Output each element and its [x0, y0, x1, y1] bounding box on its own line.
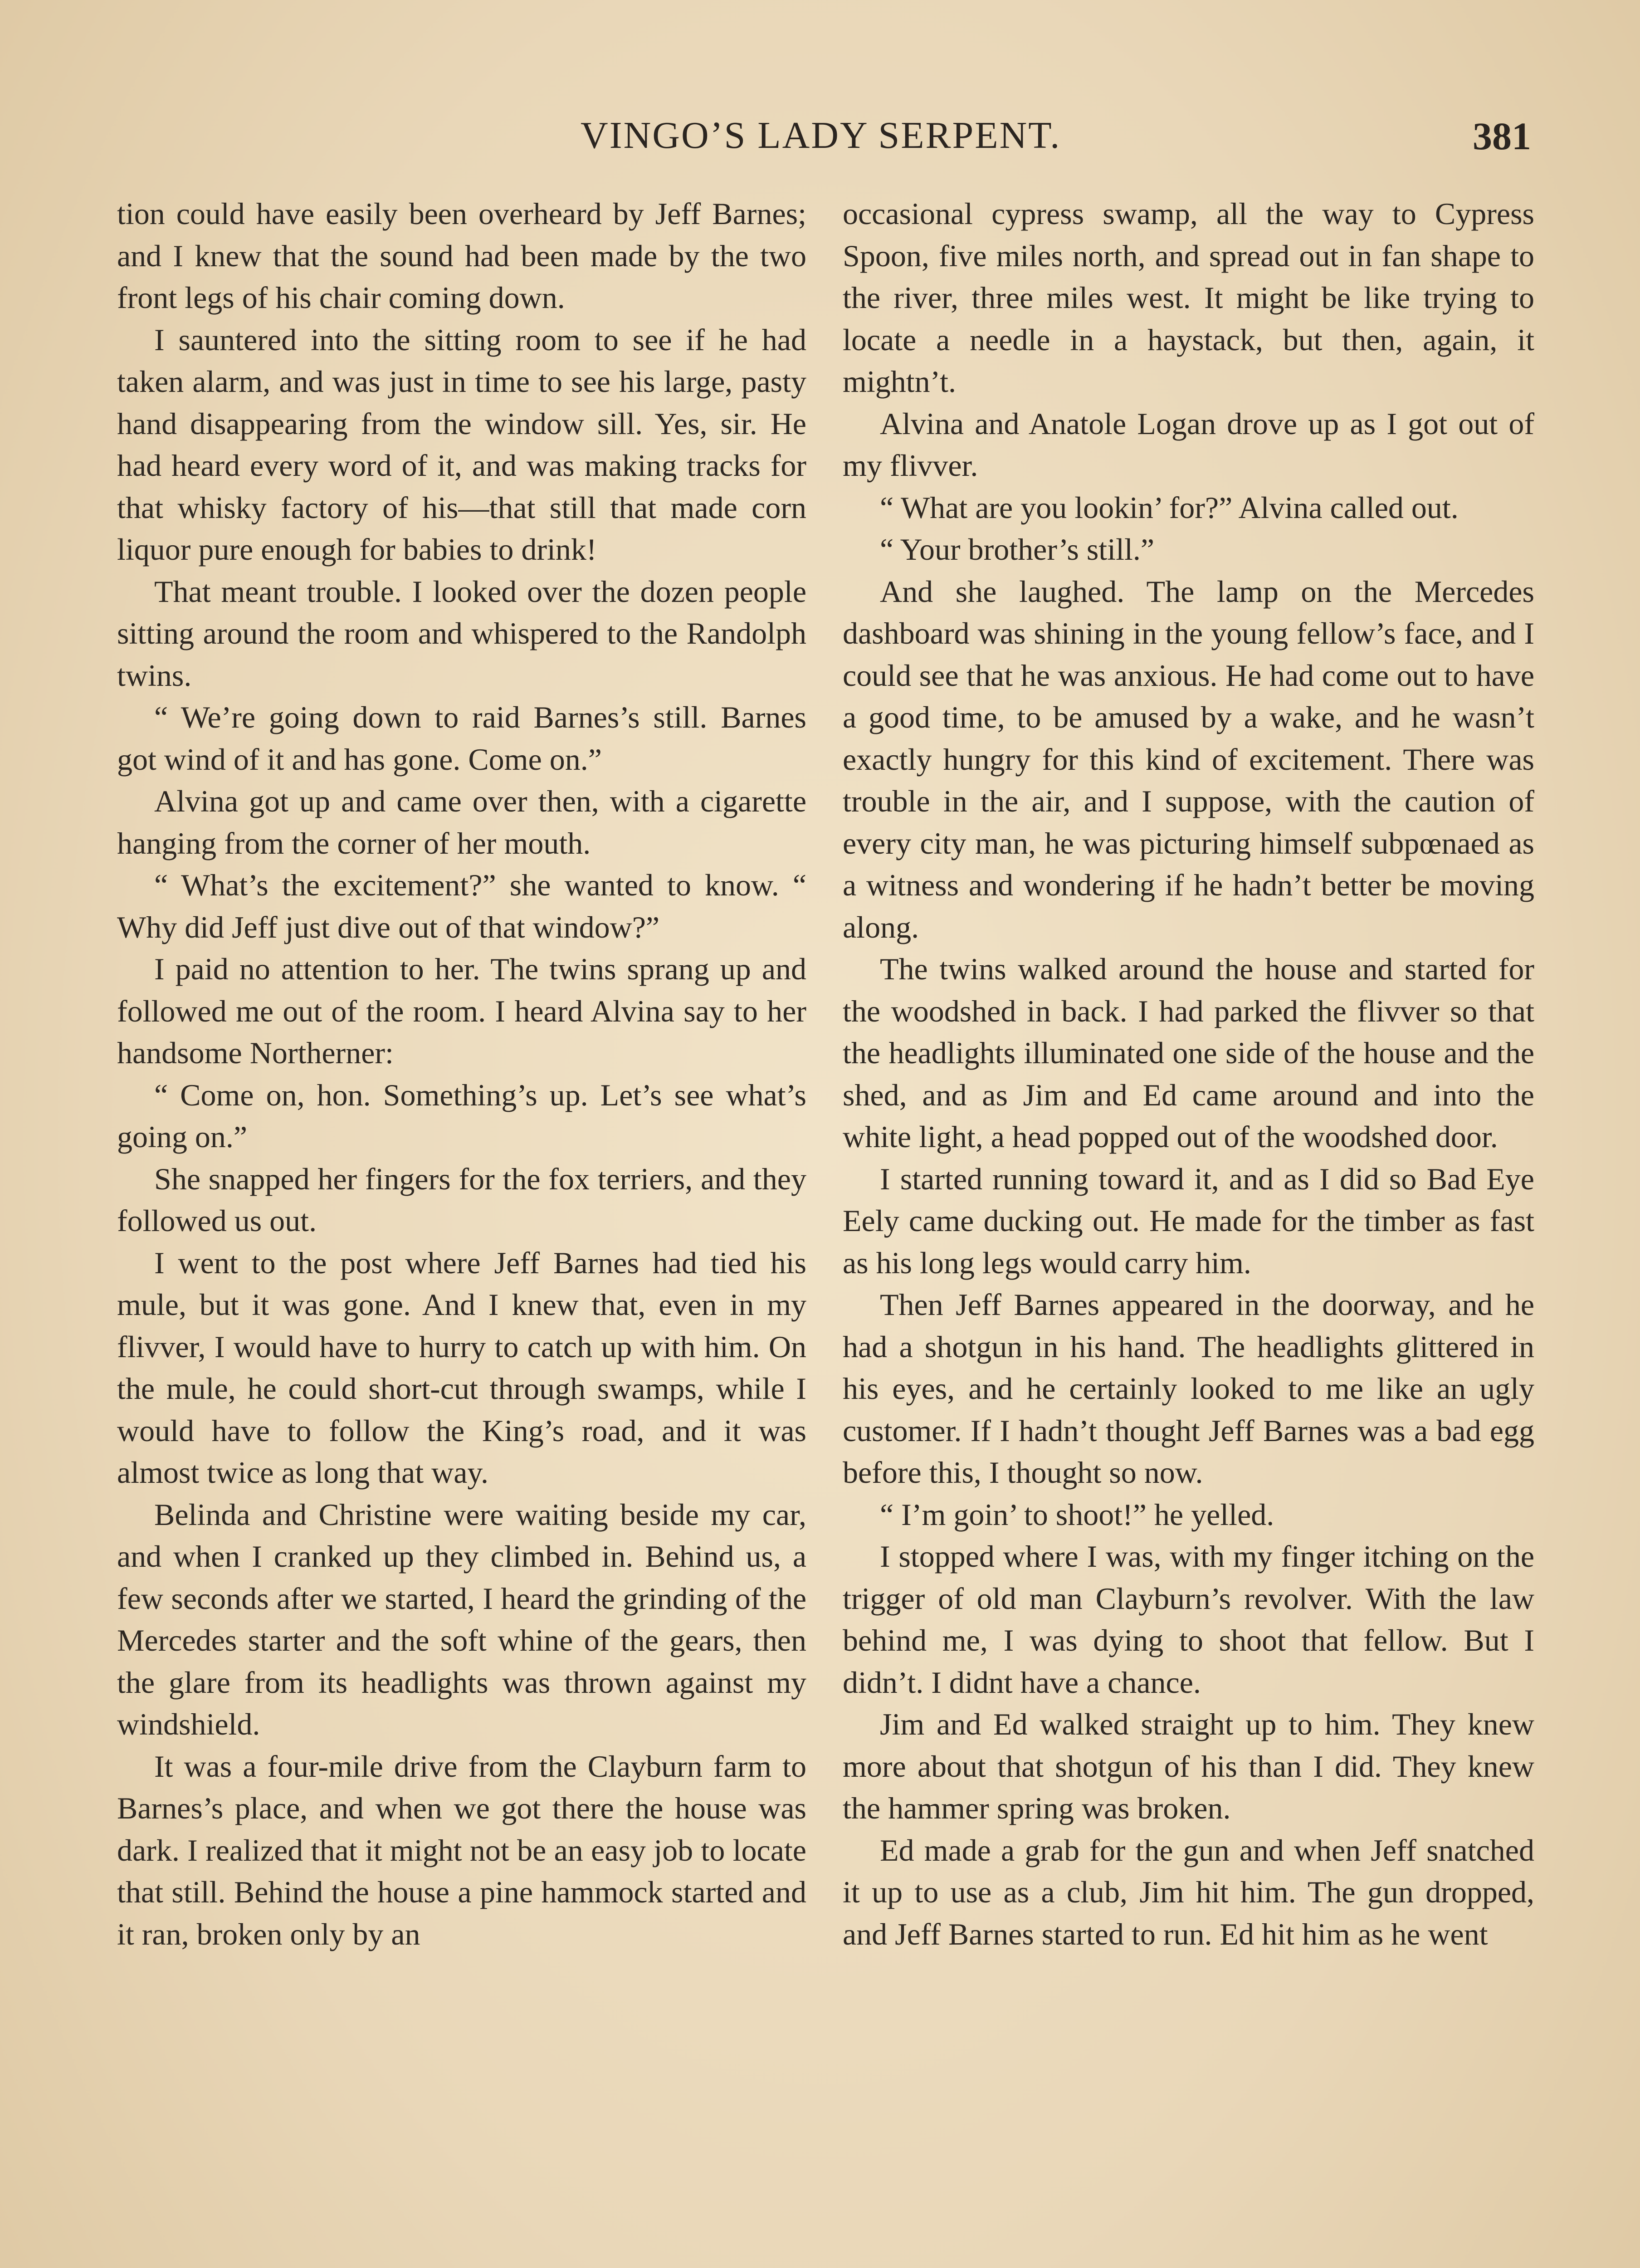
paragraph: The twins walked around the house and started for the woodshed in back. I had parked the flivver so that the headlights illuminated one side of the house and the shed, and as Jim and Ed came around and into the white light, a head popped out of the woodshed door. [843, 952, 1534, 1154]
paragraph: That meant trouble. I looked over the dozen people sitting around the room and whispered to the Randolph twins. [117, 574, 806, 693]
paragraph: Ed made a grab for the gun and when Jeff snatched it up to use as a club, Jim hit him. The gun dropped, and Jeff Barnes started to run. Ed hit him as he went [843, 1833, 1534, 1951]
paragraph: And she laughed. The lamp on the Mercedes dashboard was shining in the young fellow’s face, and I could see that he was anxious. He had come out to have a good time, to be amused by a wake, and he wasn’t exactly hungry for this kind of excitement. There was trouble in the air, and I suppose, with the caution of every city man, he was picturing himself subpœnaed as a witness and wondering if he hadn’t better be moving along. [843, 574, 1534, 944]
paragraph: I started running toward it, and as I did so Bad Eye Eely came ducking out. He made for the timber as fast as his long legs would carry him. [843, 1161, 1534, 1280]
paragraph: Alvina got up and came over then, with a cigarette hanging from the corner of her mouth. [117, 784, 806, 860]
paragraph: Alvina and Anatole Logan drove up as I got out of my flivver. [843, 406, 1534, 483]
paragraph: occasional cypress swamp, all the way to Cypress Spoon, five miles north, and spread out in fan shape to the river, three miles west. It might be like trying to locate a needle in a haystack, but then, again, it mightn’t. [843, 196, 1534, 399]
paragraph: “ What’s the excitement?” she wanted to know. “ Why did Jeff just dive out of that window?” [117, 868, 806, 944]
left-column [117, 193, 806, 1955]
paragraph: tion could have easily been overheard by Jeff Barnes; and I knew that the sound had been made by the two front legs of his chair coming down. [117, 196, 806, 315]
paragraph: She snapped her fingers for the fox terriers, and they followed us out. [117, 1161, 806, 1238]
paragraph: Belinda and Christine were waiting beside my car, and when I cranked up they climbed in. Behind us, a few seconds after we started, I heard the grinding of the Mercedes starter and the soft whine of the gears, then the glare from its headlights was thrown against my windshield. [117, 1497, 806, 1741]
paragraph: Then Jeff Barnes appeared in the doorway, and he had a shotgun in his hand. The headlights glittered in his eyes, and he certainly looked to me like an ugly customer. If I hadn’t thought Jeff Barnes was a bad egg before this, I thought so now. [843, 1287, 1534, 1490]
paragraph: “ Your brother’s still.” [880, 532, 1155, 567]
paragraph: It was a four-mile drive from the Clayburn farm to Barnes’s place, and when we got there the house was dark. I realized that it might not be an easy job to locate that still. Behind the house a pine hammock started and it ran, broken only by an [117, 1749, 806, 1951]
paragraph: “ What are you lookin’ for?” Alvina called out. [880, 490, 1459, 525]
paragraph: “ Come on, hon. Something’s up. Let’s see what’s going on.” [117, 1077, 806, 1154]
paragraph: “ We’re going down to raid Barnes’s still. Barnes got wind of it and has gone. Come on.” [117, 700, 806, 777]
page-number: 381 [1473, 114, 1531, 158]
paragraph: I went to the post where Jeff Barnes had tied his mule, but it was gone. And I knew that, even in my flivver, I would have to hurry to catch up with him. On the mule, he could short-cut through swamps, while I would have to follow the King’s road, and it was almost twice as long that way. [117, 1245, 806, 1490]
paragraph: I stopped where I was, with my finger itching on the trigger of old man Clayburn’s revolver. With the law behind me, I was dying to shoot that fellow. But I didn’t. I didnt have a chance. [843, 1539, 1534, 1700]
paragraph: I paid no attention to her. The twins sprang up and followed me out of the room. I heard Alvina say to her handsome Northerner: [117, 952, 806, 1070]
paragraph: I sauntered into the sitting room to see if he had taken alarm, and was just in time to see his large, pasty hand disappearing from the window sill. Yes, sir. He had heard every word of it, and was making tracks for that whisky factory of his—that still that made corn liquor pure enough for babies to drink! [117, 322, 806, 567]
paragraph: “ I’m goin’ to shoot!” he yelled. [880, 1497, 1274, 1532]
running-title: VINGO’S LADY SERPENT. [581, 114, 1061, 156]
paragraph: Jim and Ed walked straight up to him. They knew more about that shotgun of his than I did. They knew the hammer spring was broken. [843, 1707, 1534, 1825]
right-column [843, 193, 1534, 1955]
